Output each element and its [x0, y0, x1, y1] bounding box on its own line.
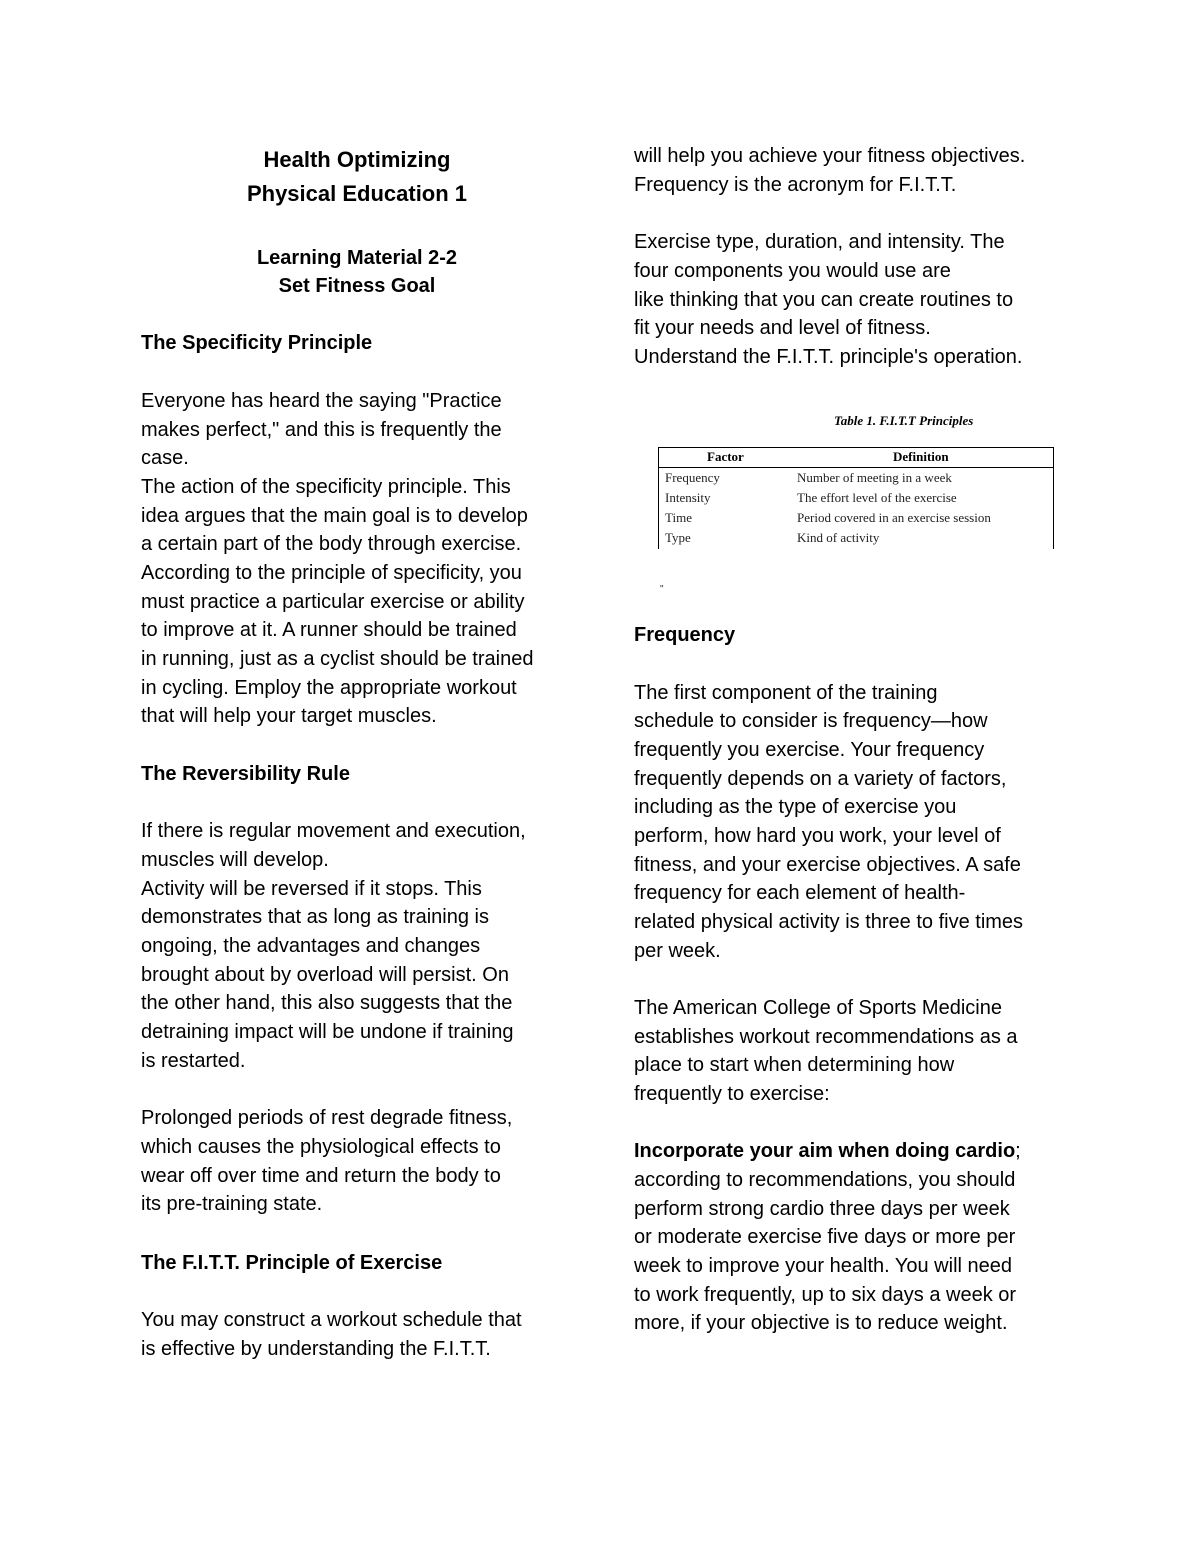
text-line: establishes workout recommendations as a [634, 1026, 1018, 1048]
text-line: schedule to consider is frequency—how [634, 710, 988, 732]
text-line: Everyone has heard the saying "Practice [141, 390, 502, 412]
table-note-mark: " [660, 584, 664, 595]
text-line: is effective by understanding the F.I.T.T. [141, 1338, 491, 1360]
text-line: in cycling. Employ the appropriate workout [141, 677, 517, 699]
text-line: related physical activity is three to five times [634, 911, 1024, 933]
text-line: perform strong cardio three days per week [634, 1198, 1010, 1220]
text-line: frequently to exercise: [634, 1083, 830, 1105]
text-line: four components you would use are [634, 260, 951, 282]
text-line: Activity will be reversed if it stops. This [141, 878, 482, 900]
text-line: is restarted. [141, 1050, 246, 1072]
table-header-factor: Factor [707, 449, 744, 464]
table-caption: Table 1. F.I.T.T Principles [834, 413, 974, 428]
text-line: including as the type of exercise you [634, 796, 957, 818]
text-line: which causes the physiological effects to [141, 1136, 501, 1158]
text-line: muscles will develop. [141, 849, 329, 871]
frequency-heading: Frequency [634, 624, 736, 646]
specificity-heading: The Specificity Principle [141, 332, 373, 354]
table-cell-factor: Type [665, 530, 691, 545]
text-line: case. [141, 447, 189, 469]
text-line [634, 1137, 1021, 1166]
text-line: more, if your objective is to reduce weight. [634, 1312, 1008, 1334]
text-line: The action of the specificity principle. This [141, 476, 511, 498]
table-cell-factor: Time [665, 510, 692, 525]
text-line: the other hand, this also suggests that the [141, 992, 513, 1014]
doc-subtitle-line1: Learning Material 2-2 [256, 247, 458, 269]
table-header-definition: Definition [893, 449, 949, 464]
table-cell-definition: The effort level of the exercise [797, 490, 957, 505]
text-line: demonstrates that as long as training is [141, 906, 489, 928]
text-line: its pre-training state. [141, 1193, 323, 1215]
text-line: perform, how hard you work, your level of [634, 825, 1001, 847]
table-cell-factor: Frequency [665, 470, 720, 485]
text-line: The American College of Sports Medicine [634, 997, 1002, 1019]
text-line: a certain part of the body through exercise. [141, 533, 522, 555]
fitt-heading: The F.I.T.T. Principle of Exercise [141, 1252, 443, 1274]
text-line: detraining impact will be undone if training [141, 1021, 514, 1043]
text-line: per week. [634, 940, 721, 962]
text-line: place to start when determining how [634, 1054, 955, 1076]
text-line: will help you achieve your fitness objectives. [634, 145, 1026, 167]
text-line: If there is regular movement and execution, [141, 820, 526, 842]
text-line: in running, just as a cyclist should be trained [141, 648, 534, 670]
text-line: Exercise type, duration, and intensity. The [634, 231, 1005, 253]
text-line: Frequency is the acronym for F.I.T.T. [634, 174, 957, 196]
table-cell-factor: Intensity [665, 490, 711, 505]
text-line: to improve at it. A runner should be trained [141, 619, 517, 641]
text-line: or moderate exercise five days or more per [634, 1226, 1016, 1248]
reversibility-heading: The Reversibility Rule [141, 763, 350, 785]
text-line: frequency for each element of health- [634, 882, 966, 904]
text-line: ongoing, the advantages and changes [141, 935, 481, 957]
text-line: brought about by overload will persist. On [141, 964, 509, 986]
text-line: that will help your target muscles. [141, 705, 437, 727]
text-line: frequently depends on a variety of factors, [634, 768, 1007, 790]
text-line: Prolonged periods of rest degrade fitness, [141, 1107, 513, 1129]
doc-title-line1: Health Optimizing [263, 147, 451, 172]
text-line: fitness, and your exercise objectives. A safe [634, 854, 1021, 876]
text-line: According to the principle of specificity, you [141, 562, 522, 584]
table-cell-definition: Period covered in an exercise session [797, 510, 991, 525]
text-line: wear off over time and return the body to [141, 1165, 501, 1187]
text-line: You may construct a workout schedule that [141, 1309, 522, 1331]
text-line: frequently you exercise. Your frequency [634, 739, 985, 761]
table-cell-definition: Number of meeting in a week [797, 470, 952, 485]
fitt-table [658, 447, 1054, 549]
table-cell-definition: Kind of activity [797, 530, 880, 545]
text-line: The first component of the training [634, 682, 938, 704]
text-line: Understand the F.I.T.T. principle's operation. [634, 346, 1023, 368]
text-line: must practice a particular exercise or ability [141, 591, 525, 613]
cardio-semicolon: ; [1015, 1140, 1021, 1162]
text-line: to work frequently, up to six days a week or [634, 1284, 1017, 1306]
text-line: week to improve your health. You will need [634, 1255, 1013, 1277]
text-line: idea argues that the main goal is to develop [141, 505, 528, 527]
doc-subtitle-line2: Set Fitness Goal [278, 275, 436, 297]
doc-title-line2: Physical Education 1 [246, 181, 468, 206]
text-line: makes perfect," and this is frequently the [141, 419, 502, 441]
table-header-row [659, 448, 1053, 468]
text-line: according to recommendations, you should [634, 1169, 1016, 1191]
text-line: like thinking that you can create routines to [634, 289, 1014, 311]
text-line: fit your needs and level of fitness. [634, 317, 931, 339]
cardio-emphasis: Incorporate your aim when doing cardio [634, 1140, 1016, 1162]
